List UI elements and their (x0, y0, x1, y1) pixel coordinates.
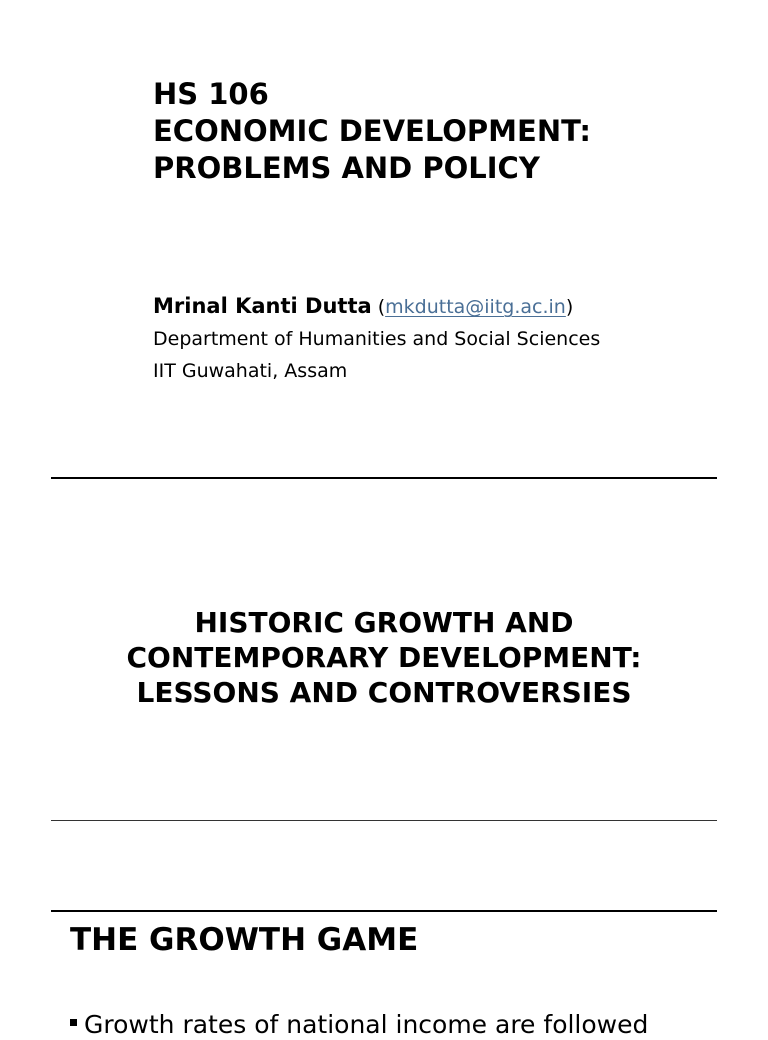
author-email-link[interactable]: mkdutta@iitg.ac.in (385, 296, 566, 318)
course-code: HS 106 (153, 77, 269, 111)
section-heading: THE GROWTH GAME (70, 922, 419, 958)
bullet-text: Growth rates of national income are followed (84, 1010, 649, 1039)
email-paren-open: ( (377, 296, 386, 318)
lecture-title-line-2: CONTEMPORARY DEVELOPMENT: (126, 641, 642, 674)
course-title-line-2: PROBLEMS AND POLICY (153, 151, 540, 185)
lecture-title-line-1: HISTORIC GROWTH AND (194, 606, 574, 639)
bullet-square-icon (70, 1019, 77, 1026)
slide-divider-1 (51, 477, 717, 479)
course-title (153, 76, 591, 187)
course-title-line-1: ECONOMIC DEVELOPMENT: (153, 114, 591, 148)
email-paren-close: ) (565, 296, 574, 318)
author-department: Department of Humanities and Social Sciences (153, 328, 601, 350)
author-block (153, 290, 600, 387)
lecture-title-line-3: LESSONS AND CONTROVERSIES (136, 676, 632, 709)
slide-divider-3 (51, 910, 717, 912)
author-institute: IIT Guwahati, Assam (153, 360, 348, 382)
author-line (153, 290, 600, 323)
author-name: Mrinal Kanti Dutta (153, 294, 372, 318)
slide-divider-2 (51, 820, 717, 821)
bullet-item (70, 1010, 648, 1040)
lecture-title (51, 605, 717, 710)
